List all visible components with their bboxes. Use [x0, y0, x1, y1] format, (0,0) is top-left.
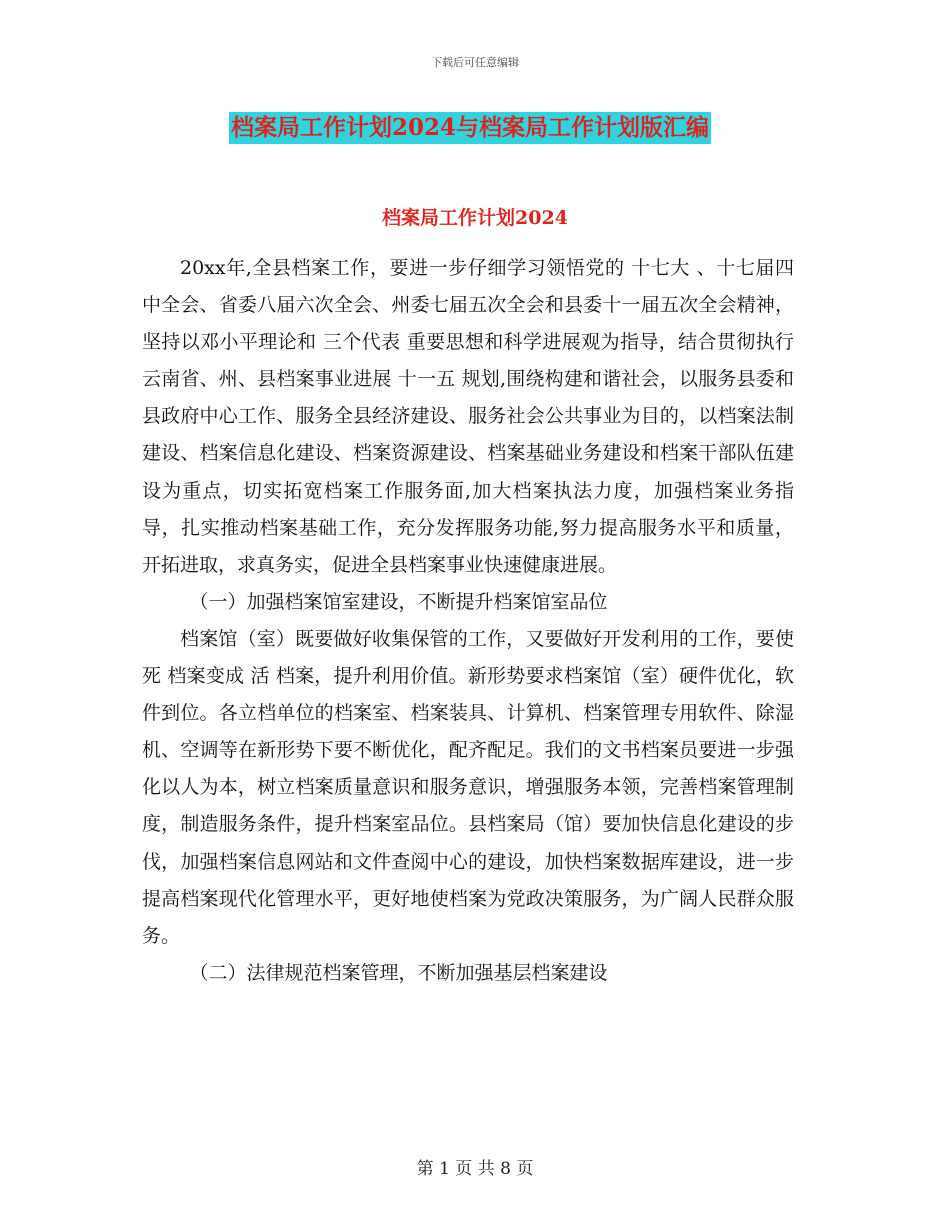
section-title: 档案局工作计划2024: [382, 207, 568, 229]
heading-section-1: （一）加强档案馆室建设，不断提升档案馆室品位: [189, 590, 608, 613]
document-body: [142, 250, 794, 992]
header-note: 下载后可任意编辑: [431, 56, 519, 69]
paragraph-intro: 20xx年,全县档案工作，要进一步仔细学习领悟党的 十七大 、十七届四中全会、省委八届六次全会、州委七届五次全会和县委十一届五次全会精神，坚持以邓小平理论和 三个代表 重要思想和科学进展观为指导，结合贯彻执行云南省、州、县档案事业进展 十一五 规划,围绕构建和谐社会，以服务县委和县政府中心工作、服务全县经济建设、服务社会公共事业为目的，以档案法制建设、档案信息化建设、档案资源建设、档案基础业务建设和档案干部队伍建设为重点，切实拓宽档案工作服务面,加大档案执法力度，加强档案业务指导，扎实推动档案基础工作，充分发挥服务功能,努力提高服务水平和质量，开拓进取，求真务实，促进全县档案事业快速健康进展。: [142, 257, 794, 576]
paragraph-section-1: 档案馆（室）既要做好收集保管的工作，又要做好开发利用的工作，要使 死 档案变成 活 档案，提升利用价值。新形势要求档案馆（室）硬件优化，软件到位。各立档单位的档案室、档案装具、计算机、档案管理专用软件、除湿机、空调等在新形势下要不断优化，配齐配足。我们的文书档案员要进一步强化以人为本，树立档案质量意识和服务意识，增强服务本领，完善档案管理制度，制造服务条件，提升档案室品位。县档案局（馆）要加快信息化建设的步伐，加强档案信息网站和文件查阅中心的建设，加快档案数据库建设，进一步提高档案现代化管理水平，更好地使档案为党政决策服务，为广阔人民群众服务。: [142, 627, 794, 947]
document-title: 档案局工作计划2024与档案局工作计划版汇编: [229, 112, 711, 144]
page-number: 第 1 页 共 8 页: [416, 1159, 534, 1179]
heading-section-2: （二）法律规范档案管理，不断加强基层档案建设: [189, 961, 608, 984]
